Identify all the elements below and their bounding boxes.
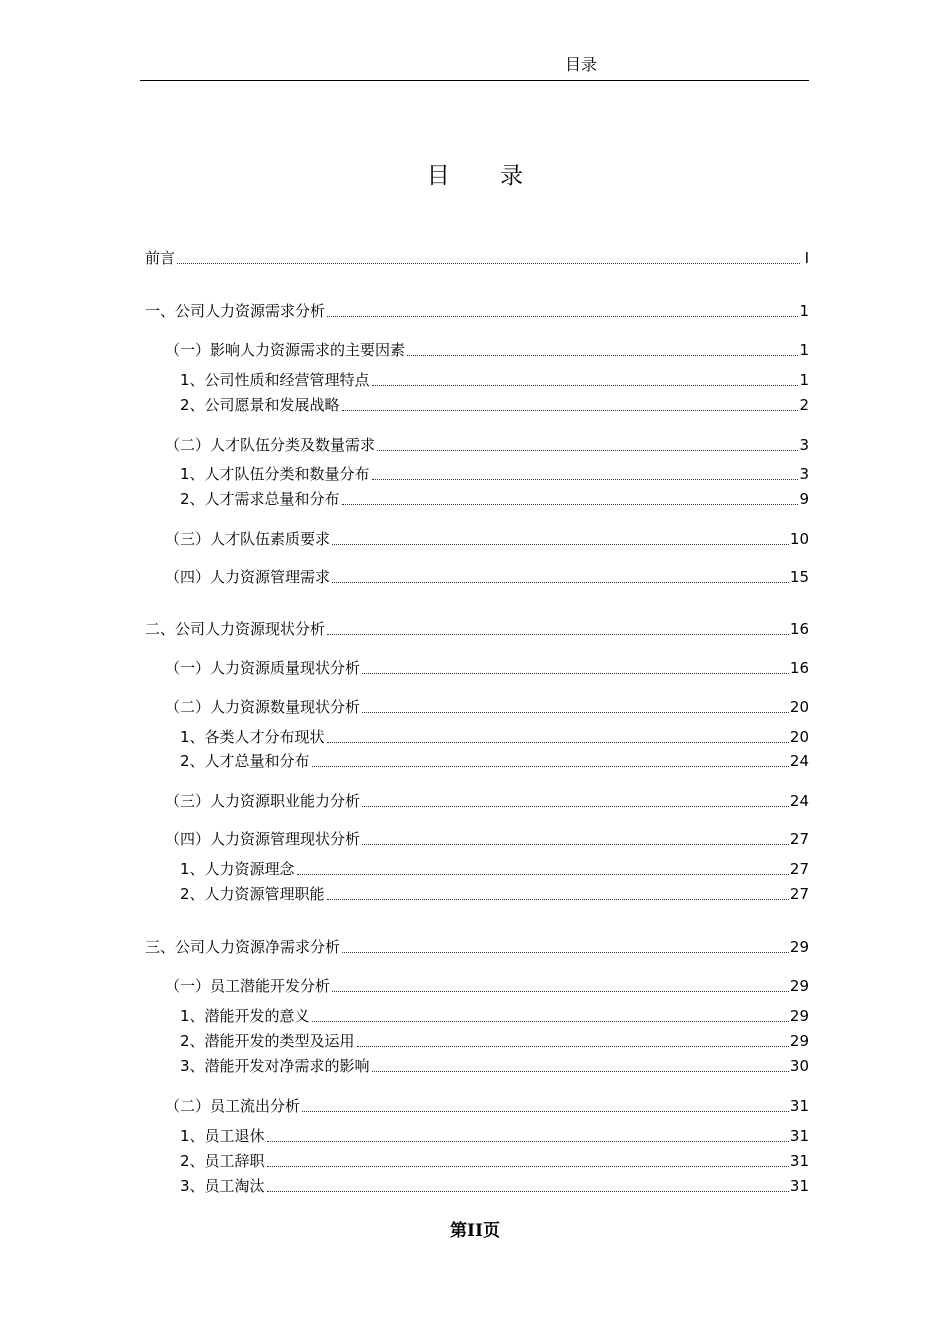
page-number-footer: 第II页 [450, 1221, 500, 1241]
toc-entry-section[interactable]: （一）人力资源质量现状分析 16 [165, 659, 809, 677]
toc-entry-section[interactable]: （二）人才队伍分类及数量需求 3 [165, 436, 809, 454]
toc-entry-section[interactable]: （四）人力资源管理需求 15 [165, 568, 809, 586]
toc-entry-section[interactable]: （二）人力资源数量现状分析 20 [165, 698, 809, 716]
page-title-left: 目 [426, 163, 450, 189]
toc-entry-section[interactable]: （三）人才队伍素质要求 10 [165, 530, 809, 548]
toc-entry-subsection[interactable]: 2、人力资源管理职能 27 [180, 885, 809, 903]
page-title-right: 录 [500, 163, 524, 189]
toc-entry-section[interactable]: （三）人力资源职业能力分析 24 [165, 792, 809, 810]
toc-entry-subsection[interactable]: 1、人力资源理念 27 [180, 860, 809, 878]
toc-entry-subsection[interactable]: 2、员工辞职 31 [180, 1152, 809, 1170]
toc-entry-subsection[interactable]: 2、潜能开发的类型及运用 29 [180, 1032, 809, 1050]
toc-entry-chapter[interactable]: 一、公司人力资源需求分析 1 [145, 302, 809, 320]
running-header-title: 目录 [565, 55, 598, 74]
toc-entry-section[interactable]: （一）员工潜能开发分析 29 [165, 977, 809, 995]
toc-entry-chapter[interactable]: 三、公司人力资源净需求分析 29 [145, 938, 809, 956]
toc-entry-subsection[interactable]: 1、人才队伍分类和数量分布 3 [180, 465, 809, 483]
toc-entry-subsection[interactable]: 2、人才总量和分布 24 [180, 752, 809, 770]
toc-entry-chapter[interactable]: 二、公司人力资源现状分析 16 [145, 620, 809, 638]
toc-entry-subsection[interactable]: 3、潜能开发对净需求的影响 30 [180, 1057, 809, 1075]
toc-entry-subsection[interactable]: 1、各类人才分布现状 20 [180, 728, 809, 746]
toc-entry-subsection[interactable]: 2、公司愿景和发展战略 2 [180, 396, 809, 414]
toc-entry-subsection[interactable]: 1、员工退休 31 [180, 1127, 809, 1145]
toc-entry-subsection[interactable]: 3、员工淘汰 31 [180, 1177, 809, 1195]
toc-entry-subsection[interactable]: 1、公司性质和经营管理特点 1 [180, 371, 809, 389]
toc-entry-subsection[interactable]: 1、潜能开发的意义 29 [180, 1007, 809, 1025]
toc-entry-section[interactable]: （二）员工流出分析 31 [165, 1097, 809, 1115]
toc-entry-section[interactable]: （四）人力资源管理现状分析 27 [165, 830, 809, 848]
toc-entry-section[interactable]: （一）影响人力资源需求的主要因素 1 [165, 341, 809, 359]
toc-entry-subsection[interactable]: 2、人才需求总量和分布 9 [180, 490, 809, 508]
toc-entry-preface[interactable]: 前言 I [145, 249, 809, 267]
